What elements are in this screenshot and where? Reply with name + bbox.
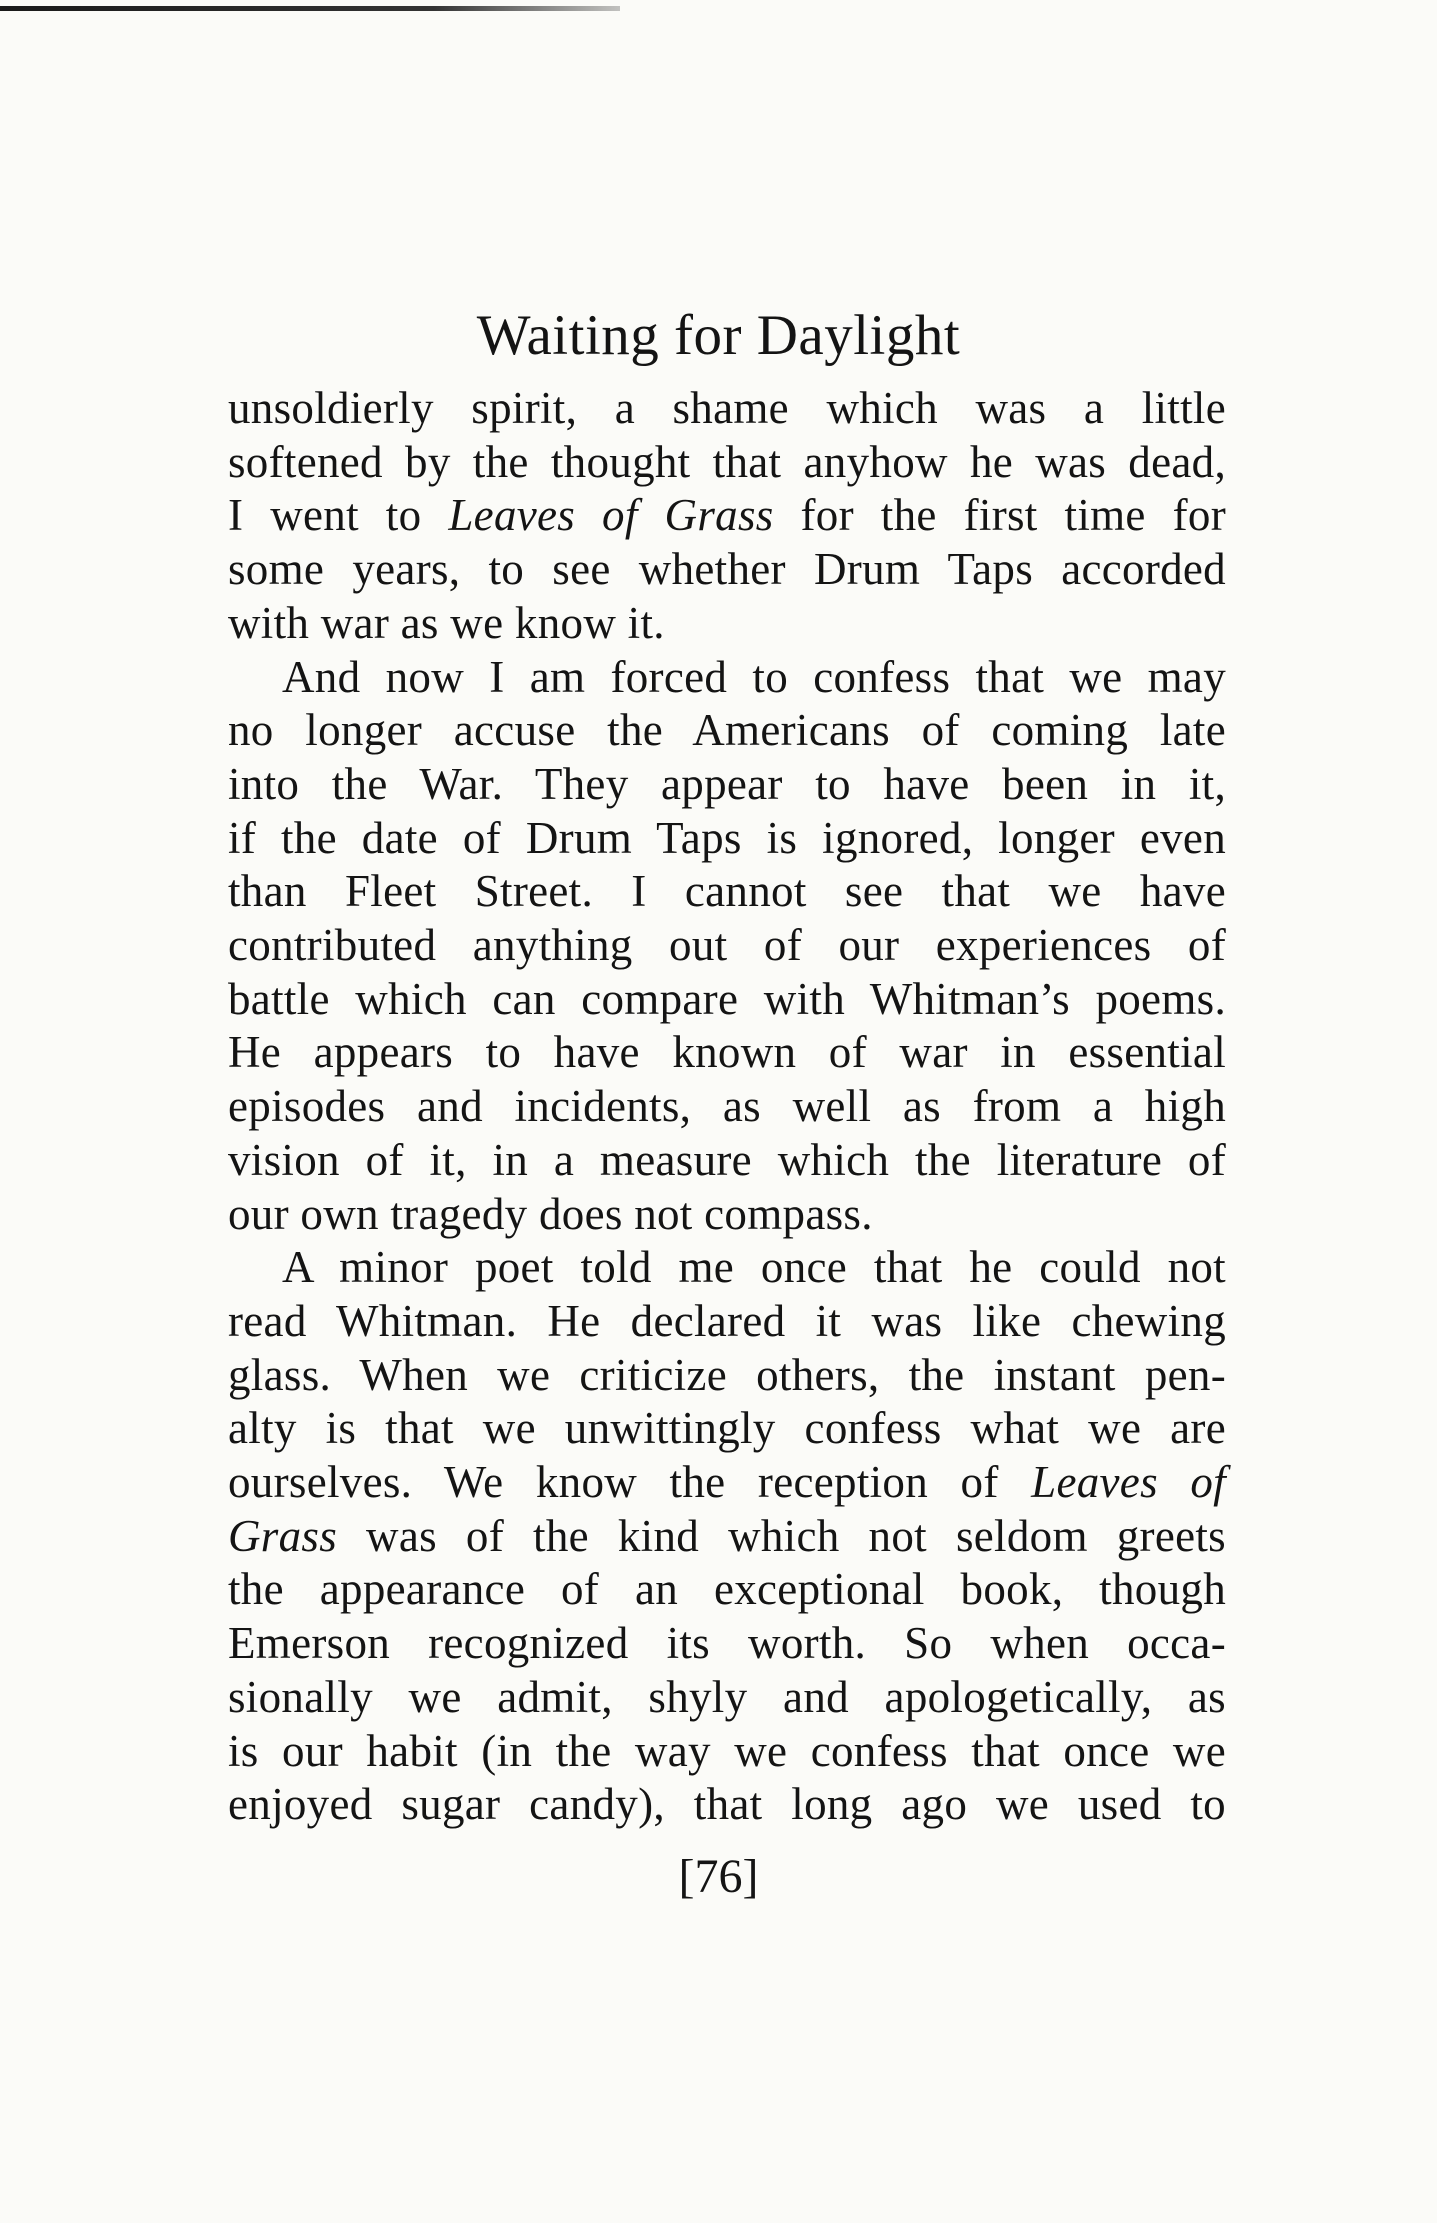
text-segment: alty is that we unwittingly confess what we are bbox=[228, 1403, 1226, 1454]
text-line bbox=[228, 758, 1226, 812]
text-segment: with war as we know it. bbox=[228, 597, 665, 648]
text-line bbox=[228, 651, 1226, 705]
text-segment: our own tragedy does not compass. bbox=[228, 1188, 873, 1239]
text-segment: glass. When we criticize others, the instant pen- bbox=[228, 1349, 1226, 1400]
text-segment: softened by the thought that anyhow he was dead, bbox=[228, 436, 1226, 487]
text-segment: than Fleet Street. I cannot see that we have bbox=[228, 866, 1226, 917]
text-segment: He appears to have known of war in essential bbox=[228, 1027, 1226, 1078]
text-segment: was of the kind which not seldom greets bbox=[337, 1510, 1226, 1561]
text-segment: vision of it, in a measure which the literature of bbox=[228, 1134, 1226, 1185]
text-line bbox=[228, 436, 1226, 490]
text-segment: some years, to see whether Drum Taps accorded bbox=[228, 544, 1226, 595]
text-line bbox=[228, 919, 1226, 973]
text-line bbox=[228, 1563, 1226, 1617]
text-segment: into the War. They appear to have been in it, bbox=[228, 758, 1226, 809]
text-segment: A minor poet told me once that he could not bbox=[282, 1242, 1226, 1293]
text-line bbox=[228, 704, 1226, 758]
running-head: Waiting for Daylight bbox=[476, 304, 961, 367]
text-segment: if the date of Drum Taps is ignored, longer even bbox=[228, 812, 1226, 863]
text-segment: sionally we admit, shyly and apologetically, as bbox=[228, 1671, 1226, 1722]
text-line bbox=[228, 865, 1226, 919]
text-line bbox=[228, 1617, 1226, 1671]
text-segment: for the first time for bbox=[773, 490, 1226, 541]
text-line bbox=[228, 973, 1226, 1027]
text-line bbox=[228, 1725, 1226, 1779]
text-line bbox=[228, 382, 1226, 436]
text-segment: contributed anything out of our experiences of bbox=[228, 920, 1226, 971]
text-segment: Emerson recognized its worth. So when occa- bbox=[228, 1618, 1226, 1669]
text-segment: unsoldierly spirit, a shame which was a little bbox=[228, 383, 1226, 433]
italic-title: Leaves of Grass bbox=[448, 490, 774, 541]
italic-title: Leaves of bbox=[1031, 1457, 1226, 1508]
top-rule bbox=[0, 6, 620, 11]
text-line bbox=[228, 1349, 1226, 1403]
text-line bbox=[228, 489, 1226, 543]
text-line bbox=[228, 543, 1226, 597]
italic-title: Grass bbox=[228, 1510, 338, 1561]
text-segment: is our habit (in the way we confess that once we bbox=[228, 1725, 1226, 1776]
text-segment: enjoyed sugar candy), that long ago we used to bbox=[228, 1779, 1226, 1830]
text-segment: episodes and incidents, as well as from a high bbox=[228, 1081, 1226, 1132]
text-line bbox=[228, 1295, 1226, 1349]
text-segment: no longer accuse the Americans of coming late bbox=[228, 705, 1226, 756]
text-line bbox=[228, 1402, 1226, 1456]
text-line bbox=[228, 1188, 1226, 1242]
text-line bbox=[228, 1671, 1226, 1725]
text-segment: ourselves. We know the reception of bbox=[228, 1457, 1032, 1508]
text-line bbox=[228, 1456, 1226, 1510]
text-line bbox=[228, 812, 1226, 866]
page-number: [76] bbox=[678, 1850, 759, 1903]
text-line bbox=[228, 1778, 1226, 1832]
text-segment: And now I am forced to confess that we may bbox=[282, 651, 1226, 702]
text-line bbox=[228, 597, 1226, 651]
text-line bbox=[228, 1134, 1226, 1188]
body-text bbox=[228, 382, 1226, 1832]
text-line bbox=[228, 1026, 1226, 1080]
text-line bbox=[228, 1241, 1226, 1295]
text-line bbox=[228, 1080, 1226, 1134]
text-segment: battle which can compare with Whitman’s poems. bbox=[228, 973, 1226, 1024]
text-segment: I went to bbox=[228, 490, 449, 541]
text-line bbox=[228, 1510, 1226, 1564]
text-segment: read Whitman. He declared it was like chewing bbox=[228, 1295, 1226, 1346]
text-segment: the appearance of an exceptional book, though bbox=[228, 1564, 1226, 1615]
